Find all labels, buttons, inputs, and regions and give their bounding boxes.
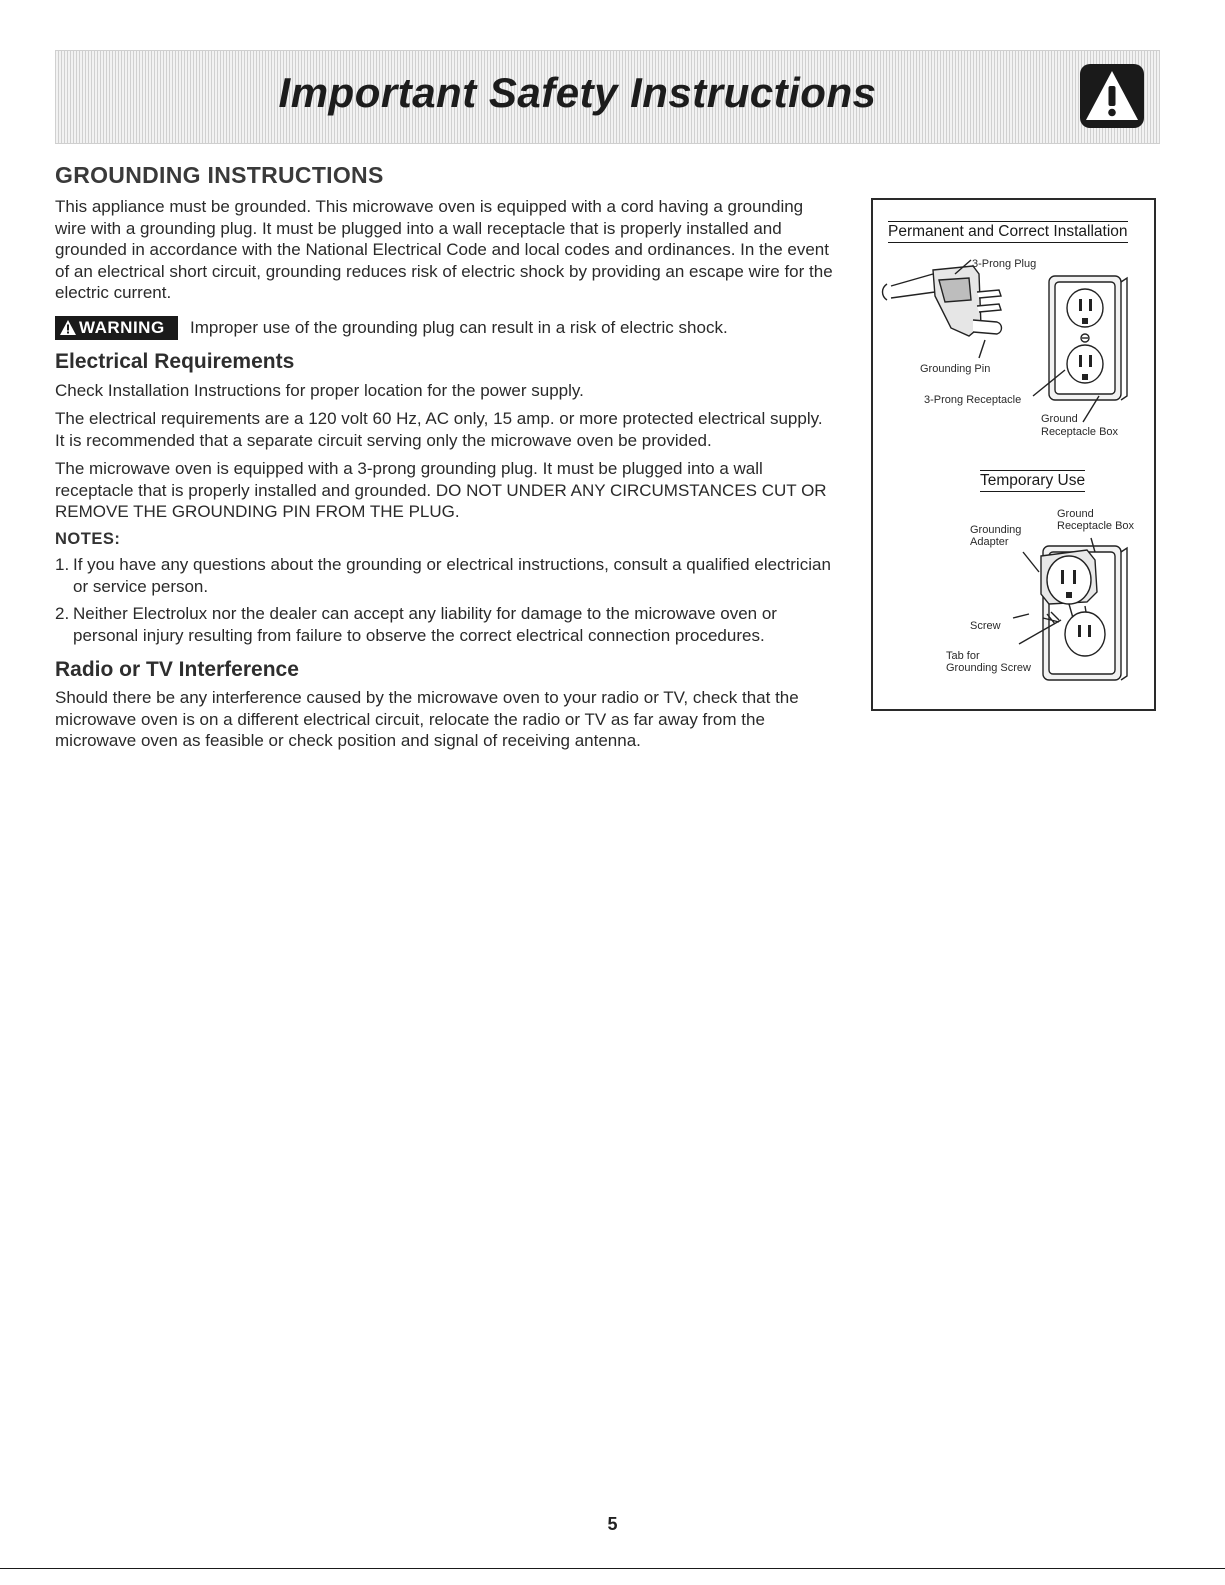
- tab-for-label: Tab for: [946, 650, 980, 662]
- note-text: Neither Electrolux nor the dealer can accept any liability for damage to the microwave oven or personal injury resulting from failure to observe the correct electrical connection procedures.: [73, 604, 777, 645]
- electrical-heading: Electrical Requirements: [55, 350, 295, 373]
- receptacle-box-label: Receptacle Box: [1041, 426, 1119, 438]
- grounding-screw-label: Grounding Screw: [946, 662, 1031, 674]
- grounding-label: Grounding: [970, 524, 1022, 536]
- warning-triangle-icon: [1080, 64, 1144, 128]
- electrical-paragraph-2: The electrical requirements are a 120 volt 60 Hz, AC only, 15 amp. or more protected electrical supply. It is recommended that a separate circuit serving only the microwave oven be provided.: [55, 409, 823, 450]
- electrical-paragraph-3: The microwave oven is equipped with a 3-prong grounding plug. It must be plugged into a wall receptacle that is properly installed and grounded. DO NOT UNDER ANY CIRCUMSTANCES CUT OR REMOVE THE GROUNDING PIN FROM THE PLUG.: [55, 459, 827, 521]
- note-number: 2.: [55, 604, 70, 623]
- warning-row: [55, 315, 835, 343]
- notes-label: NOTES:: [55, 530, 121, 548]
- note-item: [55, 603, 845, 646]
- page-banner: [55, 50, 1160, 144]
- notes-list: [55, 554, 845, 652]
- note-text: If you have any questions about the grounding or electrical instructions, consult a qualified electrician or service person.: [73, 555, 831, 596]
- ground-label: Ground: [1041, 413, 1078, 425]
- warning-badge-label: WARNING: [79, 318, 165, 337]
- radio-paragraph: Should there be any interference caused by the microwave oven to your radio or TV, check that the microwave oven is on a different electrical circuit, relocate the radio or TV as far away from the microwave oven as feasible or check position and signal of receiving antenna.: [55, 688, 799, 750]
- warning-small-icon: [59, 319, 77, 336]
- warning-badge: [55, 316, 178, 340]
- receptacle-box-label-temporary: Receptacle Box: [1057, 520, 1135, 532]
- ground-label-temporary: Ground: [1057, 508, 1094, 520]
- adapter-label: Adapter: [970, 536, 1009, 548]
- temporary-use-title: Temporary Use: [980, 470, 1085, 492]
- three-prong-plug-label: 3-Prong Plug: [972, 258, 1037, 270]
- note-item: [55, 554, 845, 597]
- three-prong-receptacle-label: 3-Prong Receptacle: [924, 394, 1022, 406]
- grounding-paragraph: This appliance must be grounded. This microwave oven is equipped with a cord having a grounding wire with a grounding plug. It must be plugged into a wall receptacle that is properly installed and grounded in accordance with the National Electrical Code and local codes and ordinances. In the event of an electrical short circuit, grounding reduces risk of electric shock by providing an escape wire for the electric current.: [55, 197, 833, 302]
- installation-illustration: [873, 200, 1154, 709]
- grounding-heading: GROUNDING INSTRUCTIONS: [55, 162, 384, 188]
- bottom-divider: [0, 1568, 1225, 1569]
- warning-text: Improper use of the grounding plug can result in a risk of electric shock.: [190, 318, 728, 337]
- grounding-pin-label: Grounding Pin: [920, 363, 991, 375]
- page-title: Important Safety Instructions: [278, 69, 877, 116]
- note-number: 1.: [55, 555, 70, 574]
- installation-figure: [871, 198, 1156, 711]
- radio-heading: Radio or TV Interference: [55, 658, 299, 681]
- screw-label: Screw: [970, 620, 1001, 632]
- electrical-paragraph-1: Check Installation Instructions for proper location for the power supply.: [55, 381, 584, 400]
- permanent-installation-title: Permanent and Correct Installation: [888, 221, 1128, 243]
- page-number: 5: [607, 1514, 618, 1534]
